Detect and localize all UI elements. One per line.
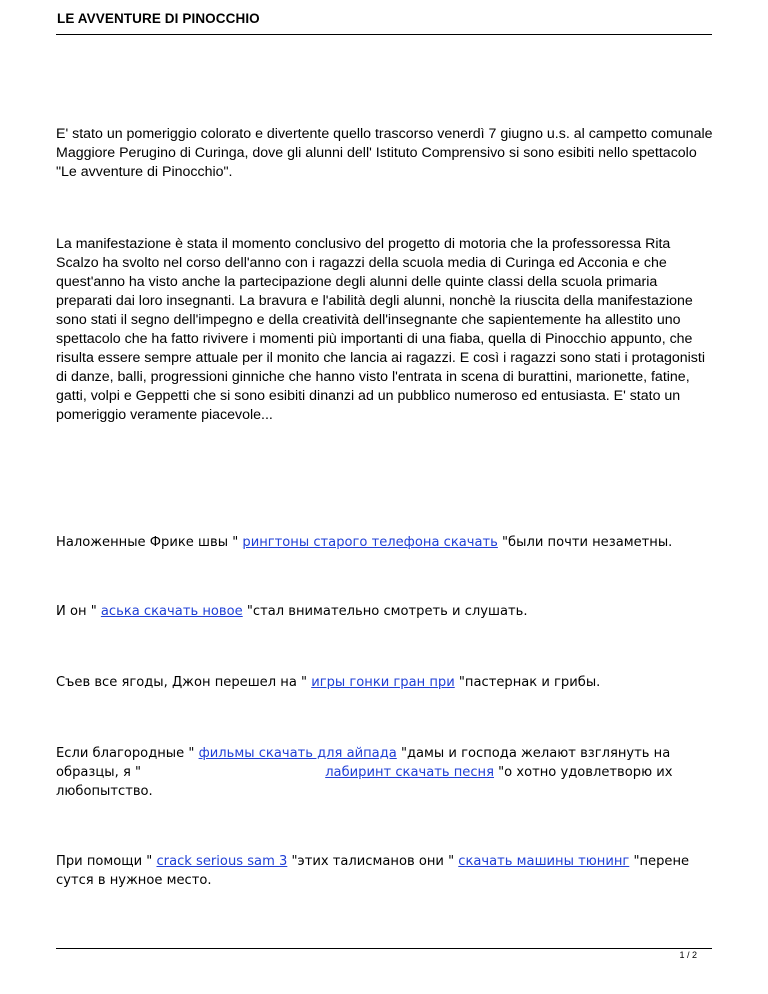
page-number: 1 / 2 — [679, 950, 697, 960]
serious-sam-crack-link[interactable]: crack serious sam 3 — [156, 854, 288, 869]
ru-text: "были почти незаметны. — [497, 535, 673, 550]
car-tuning-link[interactable]: скачать машины тюнинг — [458, 854, 630, 869]
ru-text: "пастернак и грибы. — [454, 675, 601, 690]
footer-rule — [56, 948, 712, 949]
ru-text: Съев все ягоды, Джон перешел на " — [56, 675, 312, 690]
ipad-movies-link[interactable]: фильмы скачать для айпада — [198, 746, 397, 761]
ru-text: И он " — [56, 604, 101, 619]
document-header-title: LE AVVENTURE DI PINOCCHIO — [57, 11, 260, 26]
labyrinth-song-link[interactable]: лабиринт скачать песня — [325, 765, 494, 780]
ringtones-link[interactable]: рингтоны старого телефона скачать — [242, 535, 498, 550]
ru-text: "дамы и господа желают взглянуть на образцы, я " — [56, 746, 671, 780]
header-rule — [56, 34, 712, 35]
ru-text: "этих талисманов они " — [287, 854, 459, 869]
racing-games-link[interactable]: игры гонки гран при — [311, 675, 455, 690]
icq-download-link[interactable]: аська скачать новое — [100, 604, 243, 619]
ru-text: "о хотно удовлетворю их любопытство. — [56, 765, 673, 799]
ru-paragraph-1 — [56, 533, 716, 552]
ru-paragraph-3 — [56, 673, 716, 692]
intro-paragraph: E' stato un pomeriggio colorato e divertente quello trascorso venerdì 7 giugno u.s. al campetto comunale Maggiore Perugino di Curinga, dove gli alunni dell' Istituto Comprensivo si sono esibiti nello spettacolo "Le avventure di Pinocchio". — [56, 126, 713, 180]
ru-text: Наложенные Фрике швы " — [56, 535, 243, 550]
ru-paragraph-4 — [56, 744, 716, 801]
ru-text: "перене сутся в нужное место. — [56, 854, 690, 888]
ru-paragraph-5 — [56, 852, 716, 890]
ru-paragraph-2 — [56, 602, 716, 621]
ru-text: Если благородные " — [56, 746, 199, 761]
ru-text: "стал внимательно смотреть и слушать. — [242, 604, 528, 619]
ru-text: При помощи " — [56, 854, 157, 869]
body-paragraph: La manifestazione è stata il momento conclusivo del progetto di motoria che la professoressa Rita Scalzo ha svolto nel corso dell'anno con i ragazzi della scuola media di Curinga ed Acconia e che quest'anno ha visto anche la partecipazione degli alunni delle quinte classi della scuola primaria preparati dai loro insegnanti. La bravura e l'abilità degli alunni, nonchè la riuscita della manifestazione sono stati il segno dell'impegno e della creatività dell'insegnante che sapientemente ha allestito uno spettacolo che ha fatto rivivere i momenti più importanti di una fiaba, quella di Pinocchio appunto, che risulta essere sempre attuale per il monito che lancia ai ragazzi. E così i ragazzi sono stati i protagonisti di danze, balli, progressioni ginniche che hanno visto l'entrata in scena di burattini, marionette, fatine, gatti, volpi e Geppetti che si sono esibiti dinanzi ad un pubblico numeroso ed entusiasta. E' stato un pomeriggio veramente piacevole... — [56, 236, 705, 423]
